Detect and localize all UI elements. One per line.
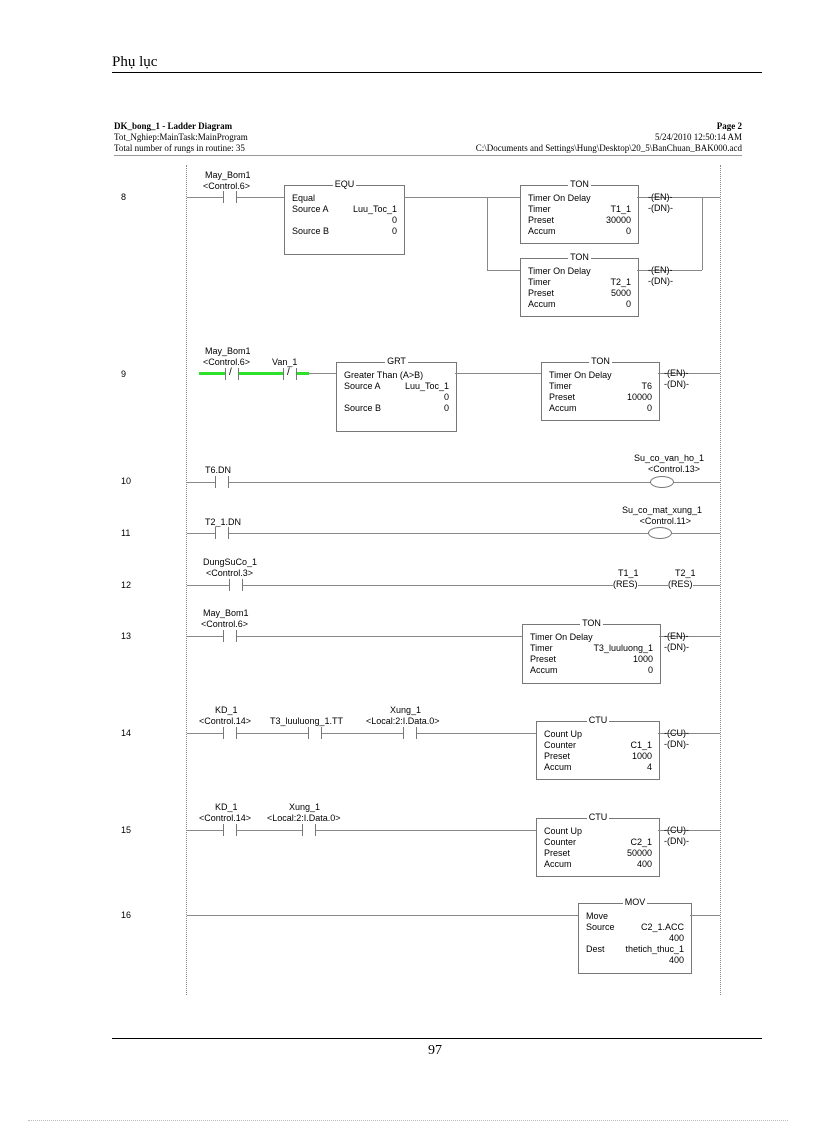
res-tag: T1_1 [618,568,639,578]
instruction-name: Count Up [544,826,583,836]
mov-instruction[interactable]: MOV Move Source C2_1.ACC 400 Dest thetich_thuc_1 400 [578,903,692,974]
accum-row: Accum 400 [544,859,652,869]
timer-row: Timer T1_1 [528,204,631,214]
rung-number: 9 [121,369,127,379]
rung-number: 11 [121,528,131,538]
report-path: Tot_Nghiep:MainTask:MainProgram [114,132,248,142]
contact-alias: <Control.6> [201,619,249,629]
page-number: 97 [428,1043,442,1058]
en-output: -(EN)- [664,368,689,378]
no-contact[interactable] [403,727,417,739]
branch-wire [487,197,488,270]
ctu-instruction[interactable] [536,812,660,877]
contact-tag: KD_1 [215,802,238,812]
en-output: -(EN)- [648,192,673,202]
rung-number: 16 [121,910,132,920]
ton-instruction[interactable] [520,179,639,244]
rung-number: 14 [121,728,132,738]
rung-wire [187,533,720,534]
en-output: -(EN)- [664,631,689,641]
timer-row: Timer T2_1 [528,277,631,287]
instruction-title: GRT [387,356,406,366]
instruction-title: TON [570,252,589,262]
nc-contact[interactable] [225,368,239,380]
preset-row: Preset 30000 [528,215,631,225]
equ-instruction[interactable]: EQU Equal Source A Luu_Toc_1 0 Source B 0 [284,185,405,255]
contact-alias: <Control.14> [199,716,252,726]
cu-output: -(CU)- [664,825,689,835]
rung-wire [455,373,541,374]
source-a-row: Source A Luu_Toc_1 [292,204,397,214]
branch-wire [487,270,520,271]
no-contact[interactable] [215,527,229,539]
rung-number: 8 [121,192,127,202]
dn-output: -(DN)- [664,739,689,749]
rung-wire [187,636,522,637]
instruction-title: MOV [624,897,646,907]
source-b-row: Source B 0 [344,403,449,413]
instruction-title: TON [570,179,589,189]
contact-tag: T2_1.DN [205,517,242,527]
rung-number: 12 [121,580,132,590]
contact-alias: <Control.14> [199,813,252,823]
no-contact[interactable] [223,824,237,836]
rung-wire [187,482,720,483]
contact-alias: <Control.6> [203,357,251,367]
instruction-title: TON [591,356,610,366]
contact-tag: DungSuCo_1 [203,557,258,567]
header-rule [112,72,762,73]
contact-tag: T6.DN [205,465,232,475]
res-tag: T2_1 [675,568,696,578]
output-coil[interactable] [650,476,674,488]
report-file: C:\Documents and Settings\Hung\Desktop\20_5\BanChuan_BAK000.acd [475,143,742,153]
page-header-title: Phụ lục [112,54,158,70]
accum-row: Accum 0 [530,665,653,675]
instruction-title: TON [582,618,601,628]
contact-alias: <Control.3> [206,568,254,578]
rung-wire [309,373,336,374]
rung-wire [404,197,520,198]
rung-wire [187,915,578,916]
instruction-name: Timer On Delay [530,632,593,642]
rung-number: 15 [121,825,132,835]
instruction-name: Equal [292,193,316,203]
contact-tag: Xung_1 [390,705,422,715]
rung-number: 13 [121,631,132,641]
source-b-row: Source B 0 [292,226,397,236]
dn-output: -(DN)- [648,276,673,286]
contact-tag: Xung_1 [289,802,321,812]
contact-tag: May_Bom1 [205,346,251,356]
contact-tag: T3_luuluong_1.TT [270,716,344,726]
rung-wire [690,915,720,916]
counter-row: Counter C1_1 [544,740,652,750]
contact-tag: KD_1 [215,705,238,715]
instruction-name: Count Up [544,729,583,739]
instruction-title: CTU [588,715,608,725]
accum-row: Accum 0 [528,226,631,236]
instruction-name: Greater Than (A>B) [344,370,424,380]
preset-row: Preset 1000 [544,751,652,761]
coil-tag: Su_co_van_ho_1 [633,453,704,463]
instruction-title: CTU [588,812,608,822]
contact-tag: May_Bom1 [203,608,249,618]
contact-alias: <Local:2:I.Data.0> [267,813,341,823]
contact-tag: Van_1 [272,357,298,367]
ton-instruction[interactable] [520,252,639,317]
branch-wire [702,197,703,270]
no-contact[interactable] [223,630,237,642]
reset-coil[interactable]: (RES) [668,579,693,589]
instruction-title: EQU [334,179,355,189]
contact-alias: <Local:2:I.Data.0> [366,716,440,726]
cu-output: -(CU)- [664,728,689,738]
report-rungs-total: Total number of rungs in routine: 35 [114,143,245,153]
rung-wire [187,585,720,586]
dn-output: -(DN)- [664,642,689,652]
instruction-name: Timer On Delay [528,266,591,276]
left-rail [186,165,187,995]
right-rail [720,165,721,995]
contact-alias: <Control.6> [203,181,251,191]
contact-tag: May_Bom1 [205,170,251,180]
source-row: Source C2_1.ACC [586,922,684,932]
coil-alias: <Control.13> [647,464,700,474]
rung-number: 10 [121,476,132,486]
instruction-name: Move [586,911,609,921]
grt-instruction[interactable]: GRT Greater Than (A>B) Source A Luu_Toc_1 0 Source B 0 [336,362,457,432]
accum-row: Accum 4 [544,762,652,772]
footer-rule [112,1038,762,1039]
rung-wire [187,830,536,831]
accum-row: Accum 0 [528,299,631,309]
preset-row: Preset 1000 [530,654,653,664]
reset-coil[interactable]: (RES) [613,579,638,589]
report-datetime: 5/24/2010 12:50:14 AM [654,132,742,142]
accum-row: Accum 0 [549,403,652,413]
nc-contact[interactable] [283,368,297,380]
no-contact[interactable] [223,727,237,739]
ctu-instruction[interactable] [536,715,660,780]
no-contact[interactable] [302,824,316,836]
coil-tag: Su_co_mat_xung_1 [621,505,702,515]
preset-row: Preset 5000 [528,288,631,298]
en-output: -(EN)- [648,265,673,275]
no-contact[interactable] [223,191,237,203]
rung-wire [187,733,536,734]
timer-row: Timer T6 [549,381,652,391]
ton-instruction[interactable] [522,618,661,684]
no-contact[interactable] [229,579,243,591]
report-title: DK_bong_1 - Ladder Diagram [114,121,233,131]
report-page: Page 2 [716,121,742,131]
no-contact[interactable] [308,727,322,739]
output-coil[interactable] [648,527,672,539]
ton-instruction[interactable] [541,356,660,421]
preset-row: Preset 10000 [549,392,652,402]
report-header-rule [114,155,742,156]
counter-row: Counter C2_1 [544,837,652,847]
coil-alias: <Control.11> [639,516,691,526]
dest-row: Dest thetich_thuc_1 [586,944,684,954]
dn-output: -(DN)- [648,203,673,213]
instruction-name: Timer On Delay [549,370,612,380]
instruction-name: Timer On Delay [528,193,591,203]
no-contact[interactable] [215,476,229,488]
dn-output: -(DN)- [664,836,689,846]
preset-row: Preset 50000 [544,848,652,858]
dn-output: -(DN)- [664,379,689,389]
timer-row: Timer T3_luuluong_1 [530,643,653,653]
source-a-row: Source A Luu_Toc_1 [344,381,449,391]
bottom-dotted-line [28,1120,788,1121]
